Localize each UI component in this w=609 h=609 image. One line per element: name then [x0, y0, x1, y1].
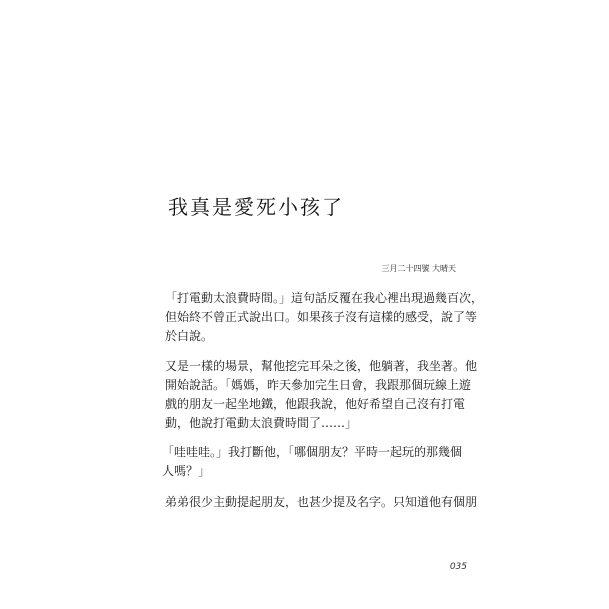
paragraph-line: 開始說話。「媽媽，昨天參加完生日會，我跟那個玩線上遊 — [165, 378, 472, 392]
paragraph-line: 弟弟很少主動提起朋友，也甚少提及名字。只知道他有個朋 — [165, 495, 478, 509]
page-number: 035 — [449, 562, 467, 572]
paragraph-line: 但始終不曾正式說出口。如果孩子沒有這樣的感受，說了等 — [165, 310, 478, 324]
paragraph-line: 「哇哇哇。」我打斷他，「哪個朋友？平時一起玩的那幾個 — [162, 445, 463, 459]
paragraph-1 — [165, 289, 484, 346]
paragraph-2 — [165, 357, 478, 433]
paragraph-line: 於白說。 — [165, 329, 214, 343]
paragraph-3 — [162, 443, 463, 481]
paragraph-line: 戲的朋友一起坐地鐵，他跟我說，他好希望自己沒有打電 — [165, 397, 466, 411]
paragraph-line: 又是一樣的場景，幫他挖完耳朵之後，他躺著，我坐著。他 — [165, 359, 478, 373]
chapter-title: 我真是愛死小孩了 — [168, 195, 344, 219]
date-line: 三月二十四號 大晴天 — [381, 264, 456, 273]
paragraph-line: 人嗎？」 — [162, 464, 211, 478]
paragraph-4 — [165, 493, 478, 512]
paragraph-line: 「打電動太浪費時間。」這句話反覆在我心裡出現過幾百次， — [165, 291, 484, 305]
paragraph-line: 動，他說打電動太浪費時間了……」 — [165, 416, 358, 430]
